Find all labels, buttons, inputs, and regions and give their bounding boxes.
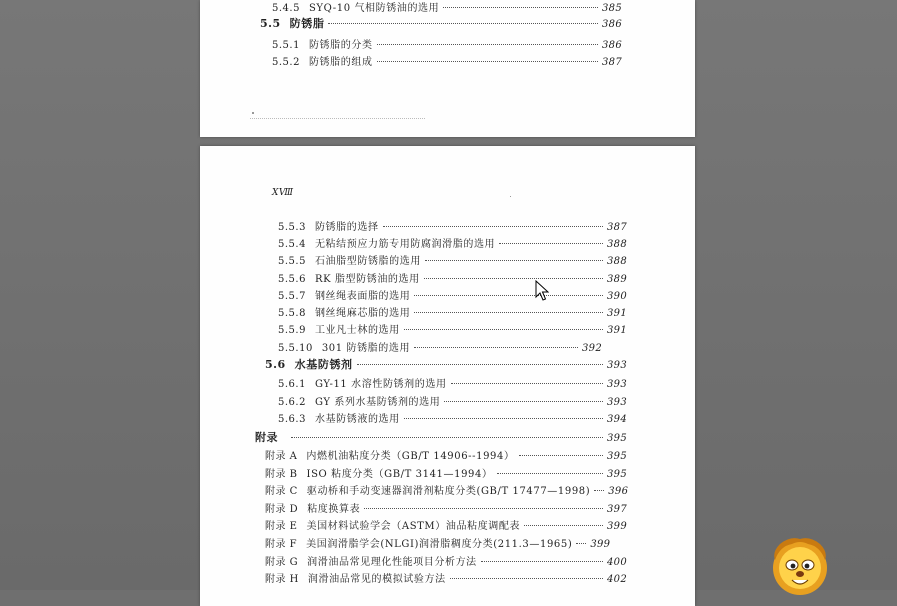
toc-entry xyxy=(278,304,627,319)
toc-entry-title: 防锈脂 xyxy=(289,17,325,30)
toc-leader-dots xyxy=(328,23,598,24)
toc-entry-number: 5.5.7 xyxy=(278,291,306,302)
toc-leader-dots xyxy=(377,44,598,45)
toc-entry-title: 美国润滑脂学会(NLGI)润滑脂稠度分类(211.3—1965) xyxy=(306,539,573,550)
toc-entry-number: 5.5 xyxy=(260,17,281,30)
toc-entry xyxy=(272,36,622,51)
toc-leader-dots xyxy=(414,295,603,296)
toc-leader-dots xyxy=(414,347,578,348)
lion-mascot-icon[interactable] xyxy=(770,538,830,598)
toc-entry xyxy=(278,270,627,285)
toc-entry xyxy=(265,356,627,372)
toc-entry xyxy=(278,321,627,336)
toc-entry-number: 5.5.8 xyxy=(278,308,306,319)
toc-entry-number: 5.5.2 xyxy=(272,57,300,68)
document-page-2 xyxy=(200,146,695,606)
toc-entry-page-number: 393 xyxy=(607,379,627,390)
toc-entry-page-number: 386 xyxy=(602,40,622,51)
toc-entry xyxy=(278,218,627,233)
toc-entry-title: 石油脂型防锈脂的选用 xyxy=(314,256,421,267)
toc-entry xyxy=(265,535,611,550)
toc-entry-page-number: 388 xyxy=(607,256,627,267)
toc-leader-dots xyxy=(357,364,603,365)
toc-entry-title: 内燃机油粘度分类（GB/T 14906--1994） xyxy=(306,451,515,462)
toc-entry-title: 粘度换算表 xyxy=(307,504,361,515)
toc-entry xyxy=(278,235,627,250)
toc-entry xyxy=(255,429,627,445)
scan-artifact xyxy=(252,112,254,114)
toc-entry-number: 附录 D xyxy=(265,504,299,515)
toc-entry-page-number: 394 xyxy=(607,414,627,425)
mouse-pointer-icon xyxy=(535,280,549,302)
toc-entry-page-number: 396 xyxy=(608,486,629,497)
toc-entry-title: 无粘结预应力筋专用防腐润滑脂的选用 xyxy=(314,239,496,250)
toc-entry xyxy=(278,252,627,267)
toc-entry-title: 美国材料试验学会（ASTM）油品粘度调配表 xyxy=(306,521,521,532)
toc-entry-number: 附录 H xyxy=(265,574,299,585)
toc-entry-page-number: 388 xyxy=(607,239,627,250)
toc-entry-title: 钢丝绳麻芯脂的选用 xyxy=(314,308,411,319)
scan-artifact xyxy=(250,115,425,119)
toc-entry-number: 5.5.6 xyxy=(278,274,306,285)
toc-leader-dots xyxy=(404,329,603,330)
toc-entry-page-number: 391 xyxy=(607,325,627,336)
toc-entry-title: GY 系列水基防锈剂的选用 xyxy=(314,397,441,408)
toc-entry-title: 润滑油品常见理化性能项目分析方法 xyxy=(307,557,477,568)
toc-leader-dots xyxy=(364,508,603,509)
toc-entry xyxy=(272,0,622,14)
toc-entry-title: 水基防锈液的选用 xyxy=(314,414,400,425)
toc-entry xyxy=(265,465,627,480)
toc-entry-title: SYQ-10 气相防锈油的选用 xyxy=(308,3,440,14)
toc-entry xyxy=(278,410,627,425)
toc-leader-dots xyxy=(524,525,603,526)
toc-entry-title: 防锈脂的组成 xyxy=(308,57,373,68)
toc-entry-page-number: 387 xyxy=(602,57,622,68)
toc-entry-number: 5.5.9 xyxy=(278,325,306,336)
toc-entry-title: 301 防锈脂的选用 xyxy=(321,343,411,354)
toc-leader-dots xyxy=(499,243,603,244)
toc-entry-page-number: 399 xyxy=(590,539,611,550)
toc-entry-page-number: 391 xyxy=(607,308,627,319)
toc-leader-dots xyxy=(443,7,598,8)
running-header: XⅧ xyxy=(272,188,294,198)
toc-entry-number: 5.5.3 xyxy=(278,222,306,233)
toc-leader-dots xyxy=(414,312,603,313)
toc-entry-title: 防锈脂的分类 xyxy=(308,40,373,51)
toc-entry xyxy=(260,15,622,31)
toc-entry xyxy=(265,482,629,497)
toc-entry-number: 附录 C xyxy=(265,486,298,497)
toc-entry-number: 5.5.10 xyxy=(278,343,313,354)
toc-leader-dots xyxy=(450,578,603,579)
toc-leader-dots xyxy=(383,226,603,227)
toc-entry xyxy=(278,393,627,408)
toc-entry-page-number: 393 xyxy=(607,397,627,408)
scan-artifact xyxy=(510,196,511,197)
toc-leader-dots xyxy=(291,437,603,438)
toc-entry-title: 防锈脂的选择 xyxy=(314,222,379,233)
toc-leader-dots xyxy=(424,278,603,279)
toc-entry-number: 附录 xyxy=(255,431,278,444)
toc-entry-title: 驱动桥和手动变速器润滑剂粘度分类(GB/T 17477—1998) xyxy=(306,486,591,497)
toc-entry-page-number: 393 xyxy=(607,360,627,371)
toc-entry xyxy=(265,553,627,568)
toc-leader-dots xyxy=(594,490,604,491)
toc-entry-page-number: 397 xyxy=(607,504,627,515)
toc-entry-title: 工业凡士林的选用 xyxy=(314,325,400,336)
toc-entry-number: 5.4.5 xyxy=(272,3,300,14)
toc-entry-page-number: 392 xyxy=(582,343,602,354)
toc-entry-title: RK 脂型防锈油的选用 xyxy=(314,274,420,285)
toc-entry-page-number: 399 xyxy=(607,521,627,532)
toc-entry xyxy=(265,447,627,462)
toc-entry xyxy=(278,375,627,390)
toc-entry-title: ISO 粘度分类（GB/T 3141—1994） xyxy=(306,469,493,480)
toc-leader-dots xyxy=(519,455,603,456)
toc-entry-page-number: 390 xyxy=(607,291,627,302)
toc-leader-dots xyxy=(481,561,603,562)
toc-entry-number: 5.6.3 xyxy=(278,414,306,425)
toc-leader-dots xyxy=(404,418,603,419)
toc-entry xyxy=(265,500,627,515)
toc-entry-page-number: 386 xyxy=(602,19,622,30)
toc-entry xyxy=(265,517,627,532)
document-page-1 xyxy=(200,0,695,137)
toc-entry-page-number: 400 xyxy=(607,557,627,568)
toc-entry-number: 附录 B xyxy=(265,469,298,480)
toc-leader-dots xyxy=(377,61,598,62)
toc-entry-page-number: 395 xyxy=(607,469,627,480)
toc-entry-title: 润滑油品常见的模拟试验方法 xyxy=(307,574,446,585)
toc-entry xyxy=(278,339,602,354)
toc-entry-title: 水基防锈剂 xyxy=(294,358,353,371)
toc-entry xyxy=(278,287,627,302)
toc-entry-page-number: 395 xyxy=(607,451,627,462)
toc-leader-dots xyxy=(497,473,603,474)
toc-entry-number: 附录 E xyxy=(265,521,298,532)
toc-leader-dots xyxy=(425,260,603,261)
toc-entry-page-number: 389 xyxy=(607,274,627,285)
toc-entry-page-number: 395 xyxy=(607,433,627,444)
toc-entry-page-number: 387 xyxy=(607,222,627,233)
toc-entry-number: 5.6.1 xyxy=(278,379,306,390)
toc-entry-number: 5.5.4 xyxy=(278,239,306,250)
toc-leader-dots xyxy=(576,543,586,544)
toc-entry-page-number: 402 xyxy=(607,574,627,585)
toc-entry-number: 附录 A xyxy=(265,451,298,462)
toc-entry xyxy=(272,53,622,68)
toc-entry-number: 附录 F xyxy=(265,539,298,550)
toc-entry-title: 钢丝绳表面脂的选用 xyxy=(314,291,411,302)
toc-entry-number: 5.5.5 xyxy=(278,256,306,267)
toc-entry-number: 5.5.1 xyxy=(272,40,300,51)
toc-leader-dots xyxy=(444,401,603,402)
toc-entry-number: 附录 G xyxy=(265,557,299,568)
toc-entry-page-number: 385 xyxy=(602,3,622,14)
toc-entry-number: 5.6.2 xyxy=(278,397,306,408)
toc-leader-dots xyxy=(451,383,603,384)
toc-entry-title: GY-11 水溶性防锈剂的选用 xyxy=(314,379,447,390)
toc-entry-number: 5.6 xyxy=(265,358,286,371)
toc-entry xyxy=(265,570,627,585)
